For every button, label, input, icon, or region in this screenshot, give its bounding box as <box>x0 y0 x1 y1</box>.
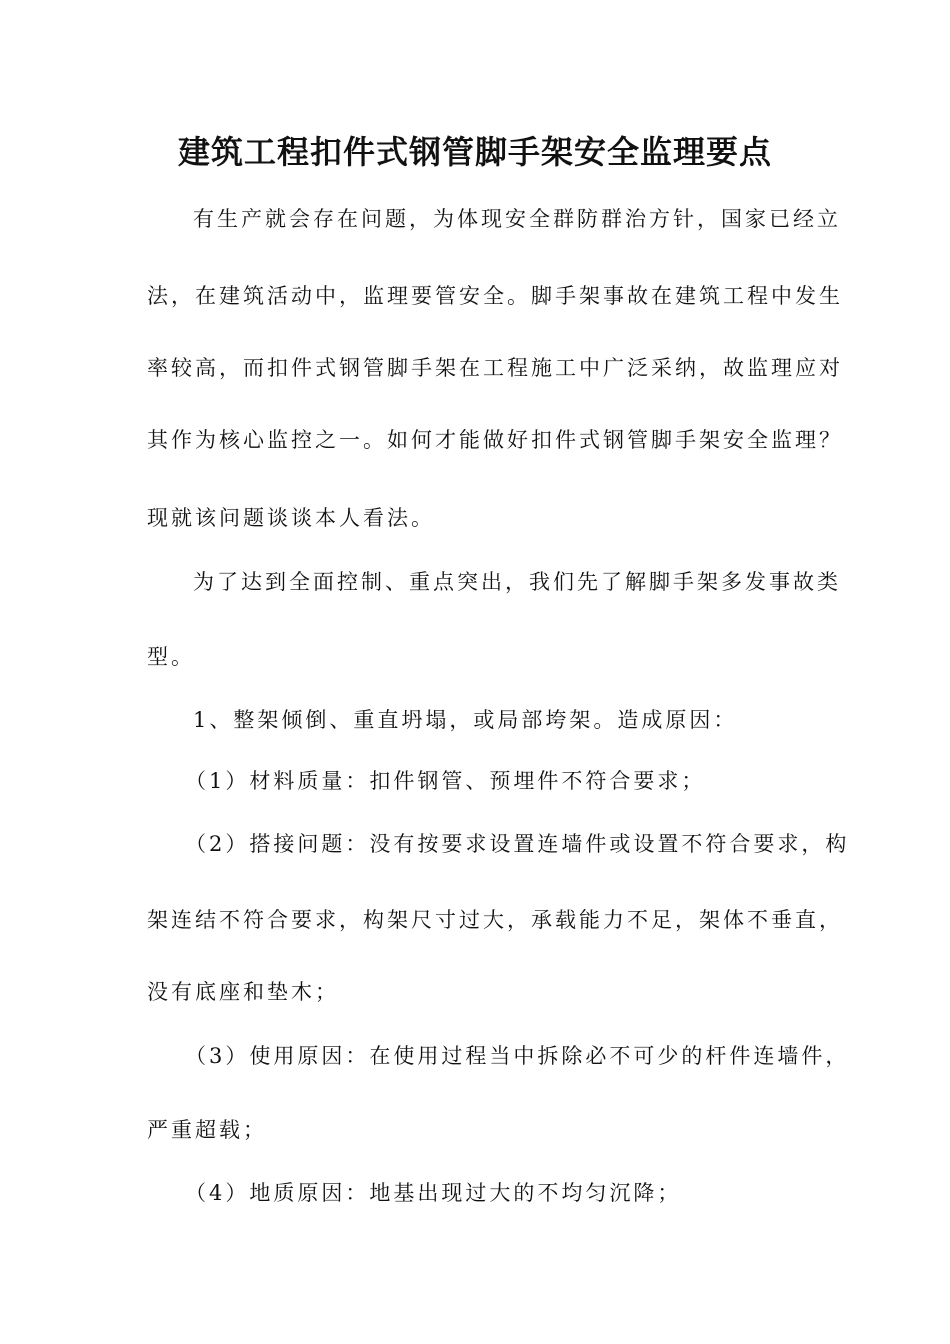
list-item: （4）地质原因：地基出现过大的不均匀沉降； <box>185 1181 682 1205</box>
paragraph-line: 法，在建筑活动中，监理要管安全。脚手架事故在建筑工程中发生 <box>147 284 843 308</box>
paragraph-line: 严重超载； <box>147 1118 267 1142</box>
paragraph-line: 有生产就会存在问题，为体现安全群防群治方针，国家已经立 <box>193 207 841 231</box>
paragraph-line: 现就该问题谈谈本人看法。 <box>147 506 435 530</box>
paragraph-line: 其作为核心监控之一。如何才能做好扣件式钢管脚手架安全监理？ <box>147 428 843 452</box>
paragraph-line: 型。 <box>147 645 195 669</box>
list-heading: 1、整架倾倒、重直坍塌，或局部垮架。造成原因： <box>193 708 738 732</box>
list-item: （3）使用原因：在使用过程当中拆除必不可少的杆件连墙件， <box>185 1044 850 1068</box>
paragraph-line: 架连结不符合要求，构架尺寸过大，承载能力不足，架体不垂直， <box>147 908 843 932</box>
paragraph-line: 没有底座和垫木； <box>147 980 339 1004</box>
paragraph-line: 率较高，而扣件式钢管脚手架在工程施工中广泛采纳，故监理应对 <box>147 356 843 380</box>
list-item: （1）材料质量：扣件钢管、预埋件不符合要求； <box>185 769 706 793</box>
paragraph-line: 为了达到全面控制、重点突出，我们先了解脚手架多发事故类 <box>193 570 841 594</box>
document-title: 建筑工程扣件式钢管脚手架安全监理要点 <box>177 133 772 171</box>
list-item: （2）搭接问题：没有按要求设置连墙件或设置不符合要求，构 <box>185 832 850 856</box>
